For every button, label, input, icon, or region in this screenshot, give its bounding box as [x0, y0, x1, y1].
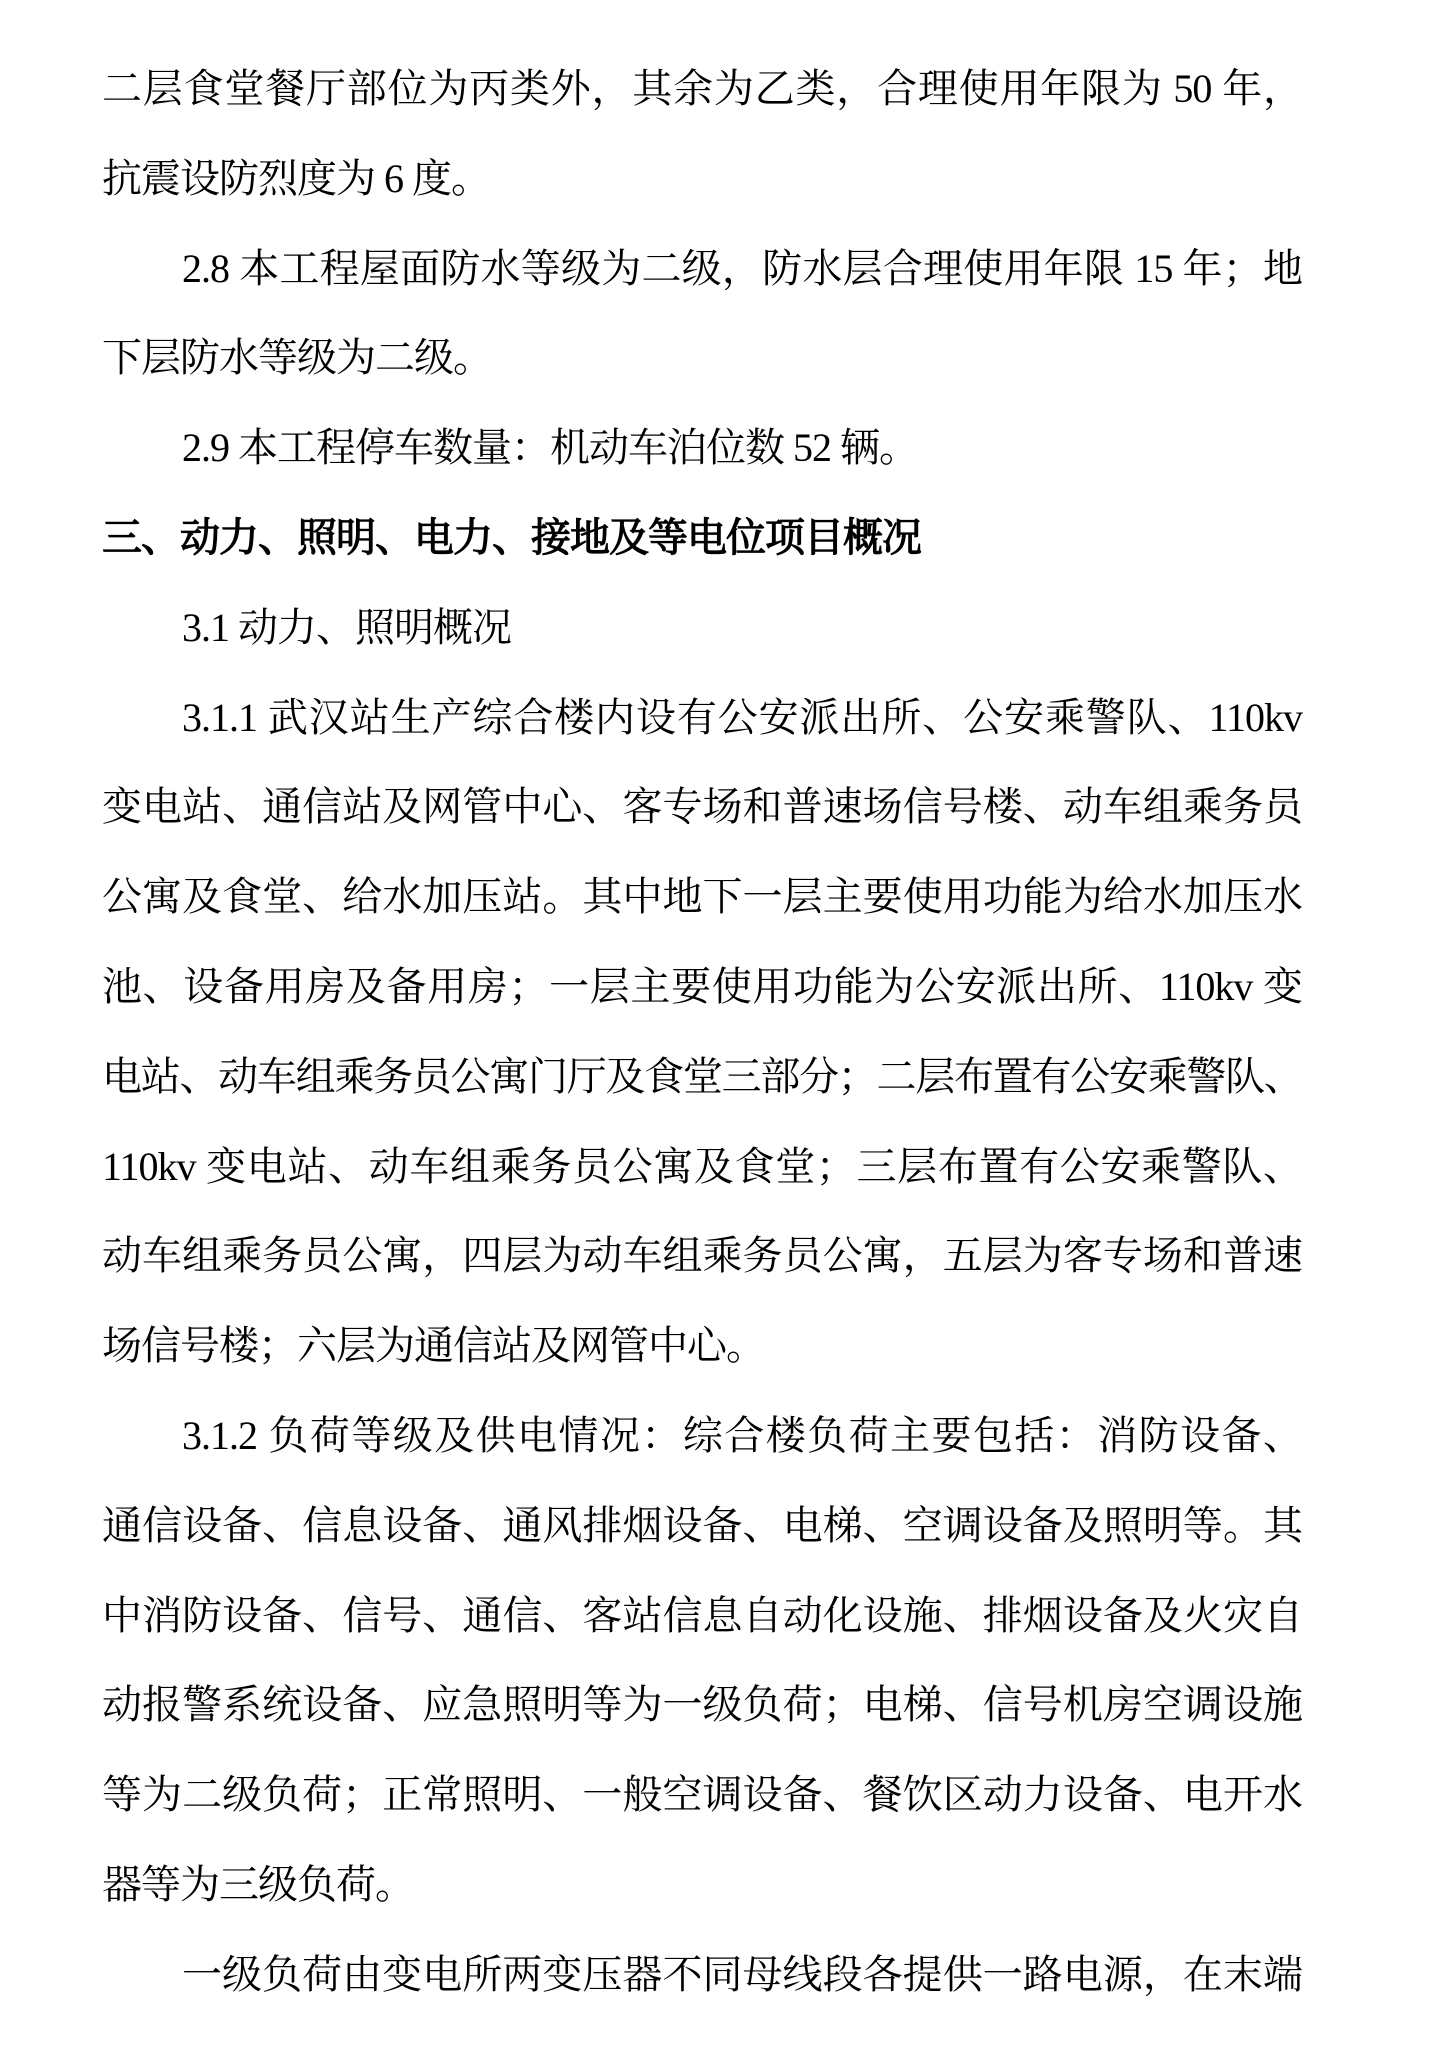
paragraph-line: 下层防水等级为二级。	[102, 335, 492, 381]
paragraph-line: 动报警系统设备、应急照明等为一级负荷；电梯、信号机房空调设施	[102, 1682, 1302, 1728]
paragraph-line: 动车组乘务员公寓，四层为动车组乘务员公寓，五层为客专场和普速	[102, 1233, 1302, 1279]
paragraph-3-1-1	[102, 673, 1302, 1391]
paragraph-line: 器等为三级负荷。	[102, 1861, 414, 1907]
paragraph-3-1-2	[102, 1391, 1302, 1930]
paragraph-line: 中消防设备、信号、通信、客站信息自动化设施、排烟设备及火灾自	[102, 1592, 1302, 1638]
section-heading: 三、动力、照明、电力、接地及等电位项目概况	[102, 514, 921, 560]
paragraph-load-supply	[102, 1930, 1302, 2020]
paragraph-line: 池、设备用房及备用房；一层主要使用功能为公安派出所、110kv 变	[102, 963, 1302, 1009]
paragraph-line: 公寓及食堂、给水加压站。其中地下一层主要使用功能为给水加压水	[102, 874, 1302, 920]
paragraph-2-8	[102, 224, 1302, 404]
paragraph-line: 变电站、通信站及网管中心、客专场和普速场信号楼、动车组乘务员	[102, 784, 1302, 830]
paragraph-line: 二层食堂餐厅部位为丙类外，其余为乙类，合理使用年限为 50 年，	[102, 66, 1302, 111]
paragraph-line: 场信号楼；六层为通信站及网管中心。	[102, 1323, 765, 1369]
paragraph-line: 等为二级负荷；正常照明、一般空调设备、餐饮区动力设备、电开水	[102, 1772, 1302, 1818]
paragraph-line: 抗震设防烈度为 6 度。	[102, 155, 490, 201]
paragraph-line: 3.1.1 武汉站生产综合楼内设有公安派出所、公安乘警队、110kv	[182, 694, 1302, 740]
subsection-heading: 3.1 动力、照明概况	[182, 604, 511, 650]
paragraph-line: 通信设备、信息设备、通风排烟设备、电梯、空调设备及照明等。其	[102, 1502, 1302, 1548]
paragraph-line: 110kv 变电站、动车组乘务员公寓及食堂；三层布置有公安乘警队、	[102, 1143, 1302, 1189]
paragraph-2-9	[102, 403, 1302, 493]
paragraph-line: 2.8 本工程屋面防水等级为二级，防水层合理使用年限 15 年；地	[182, 245, 1302, 291]
paragraph-line: 电站、动车组乘务员公寓门厅及食堂三部分；二层布置有公安乘警队、	[102, 1053, 1302, 1099]
paragraph-2-7-tail	[102, 44, 1302, 224]
paragraph-line: 2.9 本工程停车数量：机动车泊位数 52 辆。	[182, 425, 918, 471]
paragraph-line: 一级负荷由变电所两变压器不同母线段各提供一路电源，在末端	[182, 1951, 1302, 1997]
paragraph-line: 3.1.2 负荷等级及供电情况：综合楼负荷主要包括：消防设备、	[182, 1412, 1302, 1458]
document-body	[102, 44, 1302, 2020]
